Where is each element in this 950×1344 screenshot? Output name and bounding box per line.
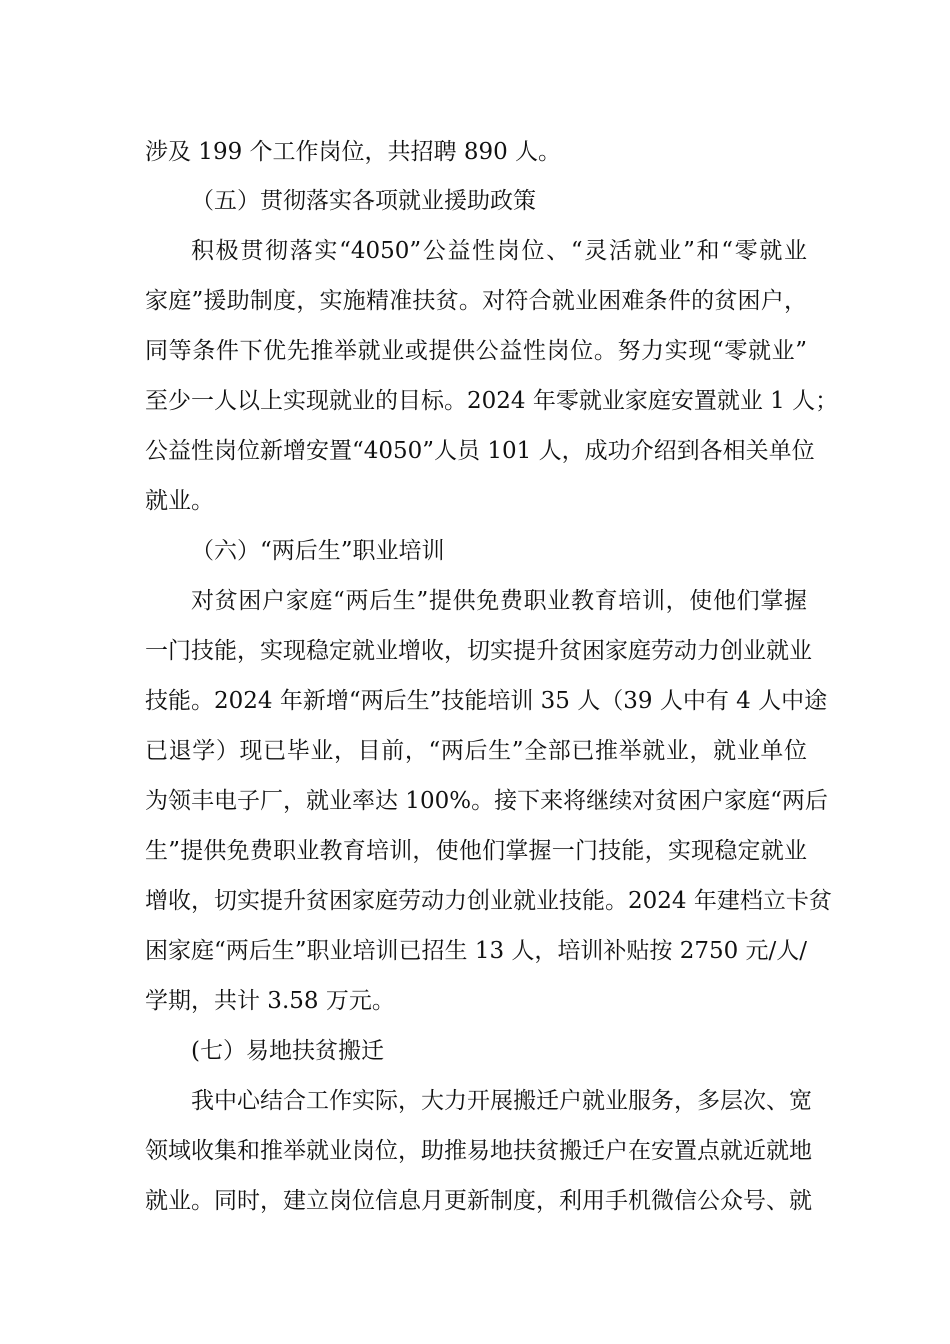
paragraph-line: 技能。2024 年新增“两后生”技能培训 35 人（39 人中有 4 人中途 <box>145 688 828 714</box>
section-heading-6: （六）“两后生”职业培训 <box>191 538 445 564</box>
paragraph-line: 为领丰电子厂，就业率达 100%。接下来将继续对贫困户家庭“两后 <box>145 788 828 814</box>
paragraph-line: 学期，共计 3.58 万元。 <box>145 988 395 1014</box>
paragraph-line: 涉及 199 个工作岗位，共招聘 890 人。 <box>145 139 562 165</box>
paragraph-line: 增收，切实提升贫困家庭劳动力创业就业技能。2024 年建档立卡贫 <box>145 888 832 914</box>
paragraph-line: 至少一人以上实现就业的目标。2024 年零就业家庭安置就业 1 人； <box>145 388 839 414</box>
paragraph-line: 就业。同时，建立岗位信息月更新制度，利用手机微信公众号、就 <box>145 1188 812 1214</box>
section-heading-7: (七）易地扶贫搬迁 <box>191 1038 384 1064</box>
paragraph-line: 一门技能，实现稳定就业增收，切实提升贫困家庭劳动力创业就业 <box>145 638 812 664</box>
paragraph-line: 已退学）现已毕业，目前，“两后生”全部已推举就业，就业单位 <box>145 738 807 764</box>
paragraph-line: 公益性岗位新增安置“4050”人员 101 人，成功介绍到各相关单位 <box>145 438 815 464</box>
paragraph-line: 积极贯彻落实“4050”公益性岗位、“灵活就业”和“零就业 <box>191 238 807 264</box>
paragraph-line: 家庭”援助制度，实施精准扶贫。对符合就业困难条件的贫困户， <box>145 288 807 314</box>
paragraph-line: 对贫困户家庭“两后生”提供免费职业教育培训，使他们掌握 <box>191 588 807 614</box>
paragraph-line: 就业。 <box>145 488 214 514</box>
paragraph-line: 领域收集和推举就业岗位，助推易地扶贫搬迁户在安置点就近就地 <box>145 1138 812 1164</box>
paragraph-line: 困家庭“两后生”职业培训已招生 13 人，培训补贴按 2750 元/人/ <box>145 938 808 964</box>
paragraph-line: 同等条件下优先推举就业或提供公益性岗位。努力实现“零就业” <box>145 338 807 364</box>
paragraph-line: 我中心结合工作实际，大力开展搬迁户就业服务，多层次、宽 <box>191 1088 812 1114</box>
section-heading-5: （五）贯彻落实各项就业援助政策 <box>191 188 536 214</box>
paragraph-line: 生”提供免费职业教育培训，使他们掌握一门技能，实现稳定就业 <box>145 838 807 864</box>
